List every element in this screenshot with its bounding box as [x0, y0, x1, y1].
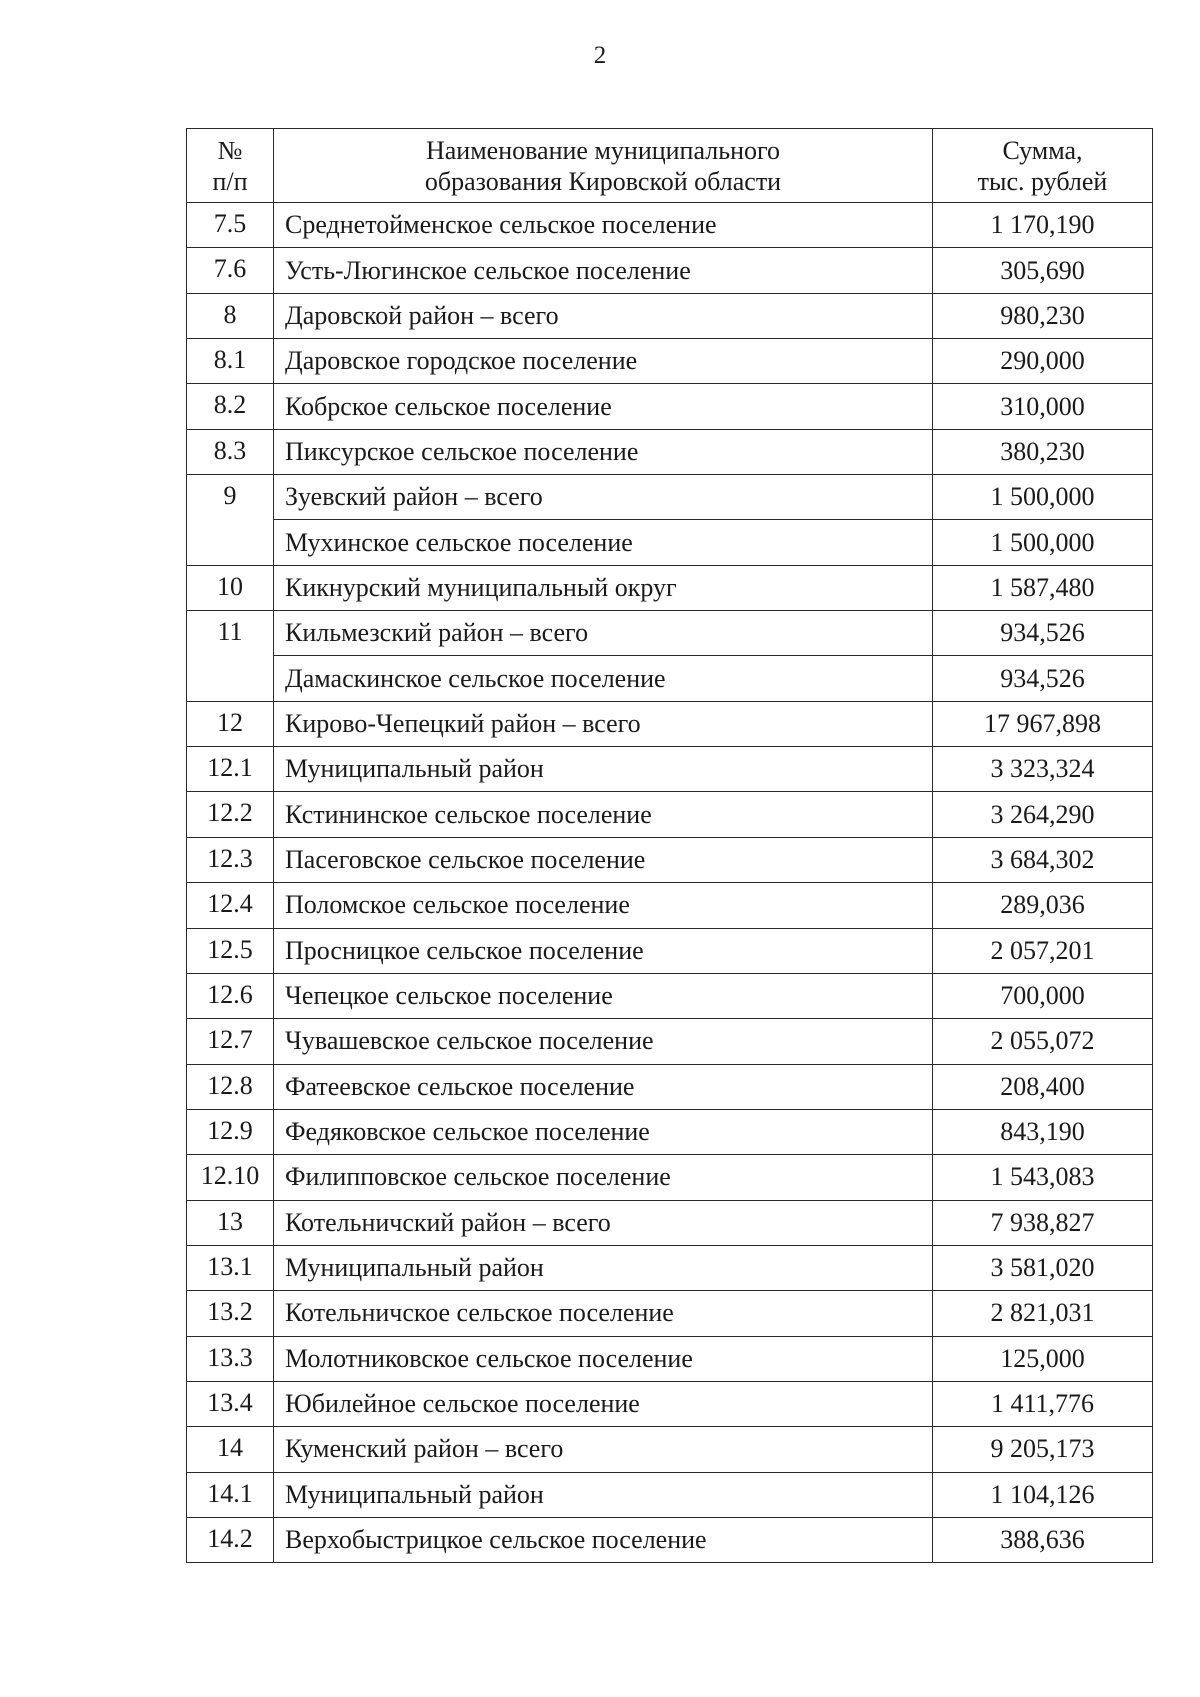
- header-name: [274, 129, 933, 203]
- amount-value: 125,000: [933, 1336, 1153, 1381]
- municipality-name: Филипповское сельское поселение: [274, 1155, 933, 1200]
- municipality-name: Муниципальный район: [274, 1472, 933, 1517]
- amount-value: 310,000: [933, 384, 1153, 429]
- amount-value: 1 170,190: [933, 203, 1153, 248]
- municipality-name: Мухинское сельское поселение: [274, 520, 933, 565]
- table-row: [187, 611, 1153, 656]
- amount-value: 1 543,083: [933, 1155, 1153, 1200]
- amount-value: 380,230: [933, 429, 1153, 474]
- table-row: [187, 1472, 1153, 1517]
- row-number: 8.1: [187, 339, 274, 384]
- table-row: [187, 1245, 1153, 1290]
- municipality-name: Муниципальный район: [274, 1245, 933, 1290]
- header-name-line: Наименование муниципального: [425, 135, 781, 165]
- amount-value: 388,636: [933, 1517, 1153, 1562]
- table-row: [187, 248, 1153, 293]
- municipality-name: Даровское городское поселение: [274, 339, 933, 384]
- table-row: [187, 339, 1153, 384]
- row-number: 7.5: [187, 203, 274, 248]
- municipality-name: Кстининское сельское поселение: [274, 792, 933, 837]
- row-number: 14.2: [187, 1517, 274, 1562]
- municipality-name: Даровской район – всего: [274, 293, 933, 338]
- table-row: [187, 656, 1153, 701]
- row-number: 14.1: [187, 1472, 274, 1517]
- row-number: 12.9: [187, 1109, 274, 1154]
- row-number: 13.1: [187, 1245, 274, 1290]
- table-row: [187, 747, 1153, 792]
- header-number-line: №: [217, 135, 243, 165]
- table-row: [187, 883, 1153, 928]
- allocation-table: [186, 128, 1153, 1563]
- amount-value: 7 938,827: [933, 1200, 1153, 1245]
- table-body: [187, 203, 1153, 1563]
- table-row: [187, 1200, 1153, 1245]
- table-row: [187, 475, 1153, 520]
- municipality-name: Просницкое сельское поселение: [274, 928, 933, 973]
- row-number: 12.1: [187, 747, 274, 792]
- amount-value: 1 104,126: [933, 1472, 1153, 1517]
- row-number: 8: [187, 293, 274, 338]
- municipality-name: Кобрское сельское поселение: [274, 384, 933, 429]
- row-number: 12.8: [187, 1064, 274, 1109]
- municipality-name: Юбилейное сельское поселение: [274, 1381, 933, 1426]
- row-number: 13.3: [187, 1336, 274, 1381]
- amount-value: 305,690: [933, 248, 1153, 293]
- row-number: 12: [187, 701, 274, 746]
- municipality-name: Среднетойменское сельское поселение: [274, 203, 933, 248]
- amount-value: 1 500,000: [933, 520, 1153, 565]
- table-row: [187, 1336, 1153, 1381]
- amount-value: 1 587,480: [933, 565, 1153, 610]
- amount-value: 289,036: [933, 883, 1153, 928]
- amount-value: 17 967,898: [933, 701, 1153, 746]
- amount-value: 3 684,302: [933, 837, 1153, 882]
- amount-value: 290,000: [933, 339, 1153, 384]
- row-number: 7.6: [187, 248, 274, 293]
- header-number-line: п/п: [212, 166, 248, 196]
- municipality-name: Котельничский район – всего: [274, 1200, 933, 1245]
- row-number: 8.2: [187, 384, 274, 429]
- header-sum-line: Сумма,: [1002, 135, 1083, 165]
- amount-value: 980,230: [933, 293, 1153, 338]
- header-sum: [933, 129, 1153, 203]
- table-header-row: [187, 129, 1153, 203]
- municipality-name: Зуевский район – всего: [274, 475, 933, 520]
- amount-value: 1 411,776: [933, 1381, 1153, 1426]
- table-row: [187, 293, 1153, 338]
- row-number: 12.5: [187, 928, 274, 973]
- row-number: 12.7: [187, 1019, 274, 1064]
- municipality-name: Котельничское сельское поселение: [274, 1291, 933, 1336]
- municipality-name: Муниципальный район: [274, 747, 933, 792]
- row-number: 13: [187, 1200, 274, 1245]
- table-row: [187, 928, 1153, 973]
- municipality-name: Верхобыстрицкое сельское поселение: [274, 1517, 933, 1562]
- header-sum-line: тыс. рублей: [977, 166, 1108, 196]
- amount-value: 700,000: [933, 973, 1153, 1018]
- table-row: [187, 203, 1153, 248]
- municipality-name: Пиксурское сельское поселение: [274, 429, 933, 474]
- row-number: 10: [187, 565, 274, 610]
- table-row: [187, 973, 1153, 1018]
- table-row: [187, 1517, 1153, 1562]
- row-number: 13.4: [187, 1381, 274, 1426]
- table-row: [187, 1109, 1153, 1154]
- row-number: 9: [187, 475, 274, 566]
- table-row: [187, 1381, 1153, 1426]
- amount-value: 2 055,072: [933, 1019, 1153, 1064]
- amount-value: 2 057,201: [933, 928, 1153, 973]
- table-row: [187, 792, 1153, 837]
- municipality-name: Чувашевское сельское поселение: [274, 1019, 933, 1064]
- row-number: 12.6: [187, 973, 274, 1018]
- table-row: [187, 1064, 1153, 1109]
- amount-value: 3 264,290: [933, 792, 1153, 837]
- table-row: [187, 429, 1153, 474]
- amount-value: 934,526: [933, 656, 1153, 701]
- municipality-name: Куменский район – всего: [274, 1427, 933, 1472]
- table-row: [187, 565, 1153, 610]
- table-row: [187, 384, 1153, 429]
- row-number: 12.3: [187, 837, 274, 882]
- table-row: [187, 1427, 1153, 1472]
- municipality-name: Поломское сельское поселение: [274, 883, 933, 928]
- table-row: [187, 1155, 1153, 1200]
- header-number: [187, 129, 274, 203]
- amount-value: 3 581,020: [933, 1245, 1153, 1290]
- amount-value: 1 500,000: [933, 475, 1153, 520]
- row-number: 11: [187, 611, 274, 702]
- municipality-name: Усть-Люгинское сельское поселение: [274, 248, 933, 293]
- municipality-name: Кирово-Чепецкий район – всего: [274, 701, 933, 746]
- municipality-name: Чепецкое сельское поселение: [274, 973, 933, 1018]
- municipality-name: Дамаскинское сельское поселение: [274, 656, 933, 701]
- header-name-line: образования Кировской области: [424, 166, 782, 196]
- amount-value: 9 205,173: [933, 1427, 1153, 1472]
- municipality-name: Молотниковское сельское поселение: [274, 1336, 933, 1381]
- municipality-name: Пасеговское сельское поселение: [274, 837, 933, 882]
- table-row: [187, 1291, 1153, 1336]
- row-number: 12.2: [187, 792, 274, 837]
- municipality-name: Федяковское сельское поселение: [274, 1109, 933, 1154]
- row-number: 12.10: [187, 1155, 274, 1200]
- municipality-name: Кикнурский муниципальный округ: [274, 565, 933, 610]
- municipality-name: Фатеевское сельское поселение: [274, 1064, 933, 1109]
- row-number: 14: [187, 1427, 274, 1472]
- amount-value: 843,190: [933, 1109, 1153, 1154]
- municipality-name: Кильмезский район – всего: [274, 611, 933, 656]
- row-number: 13.2: [187, 1291, 274, 1336]
- table-row: [187, 520, 1153, 565]
- table-row: [187, 701, 1153, 746]
- row-number: 8.3: [187, 429, 274, 474]
- row-number: 12.4: [187, 883, 274, 928]
- amount-value: 2 821,031: [933, 1291, 1153, 1336]
- page-number: 2: [593, 42, 607, 69]
- amount-value: 934,526: [933, 611, 1153, 656]
- amount-value: 3 323,324: [933, 747, 1153, 792]
- amount-value: 208,400: [933, 1064, 1153, 1109]
- table-row: [187, 837, 1153, 882]
- table-row: [187, 1019, 1153, 1064]
